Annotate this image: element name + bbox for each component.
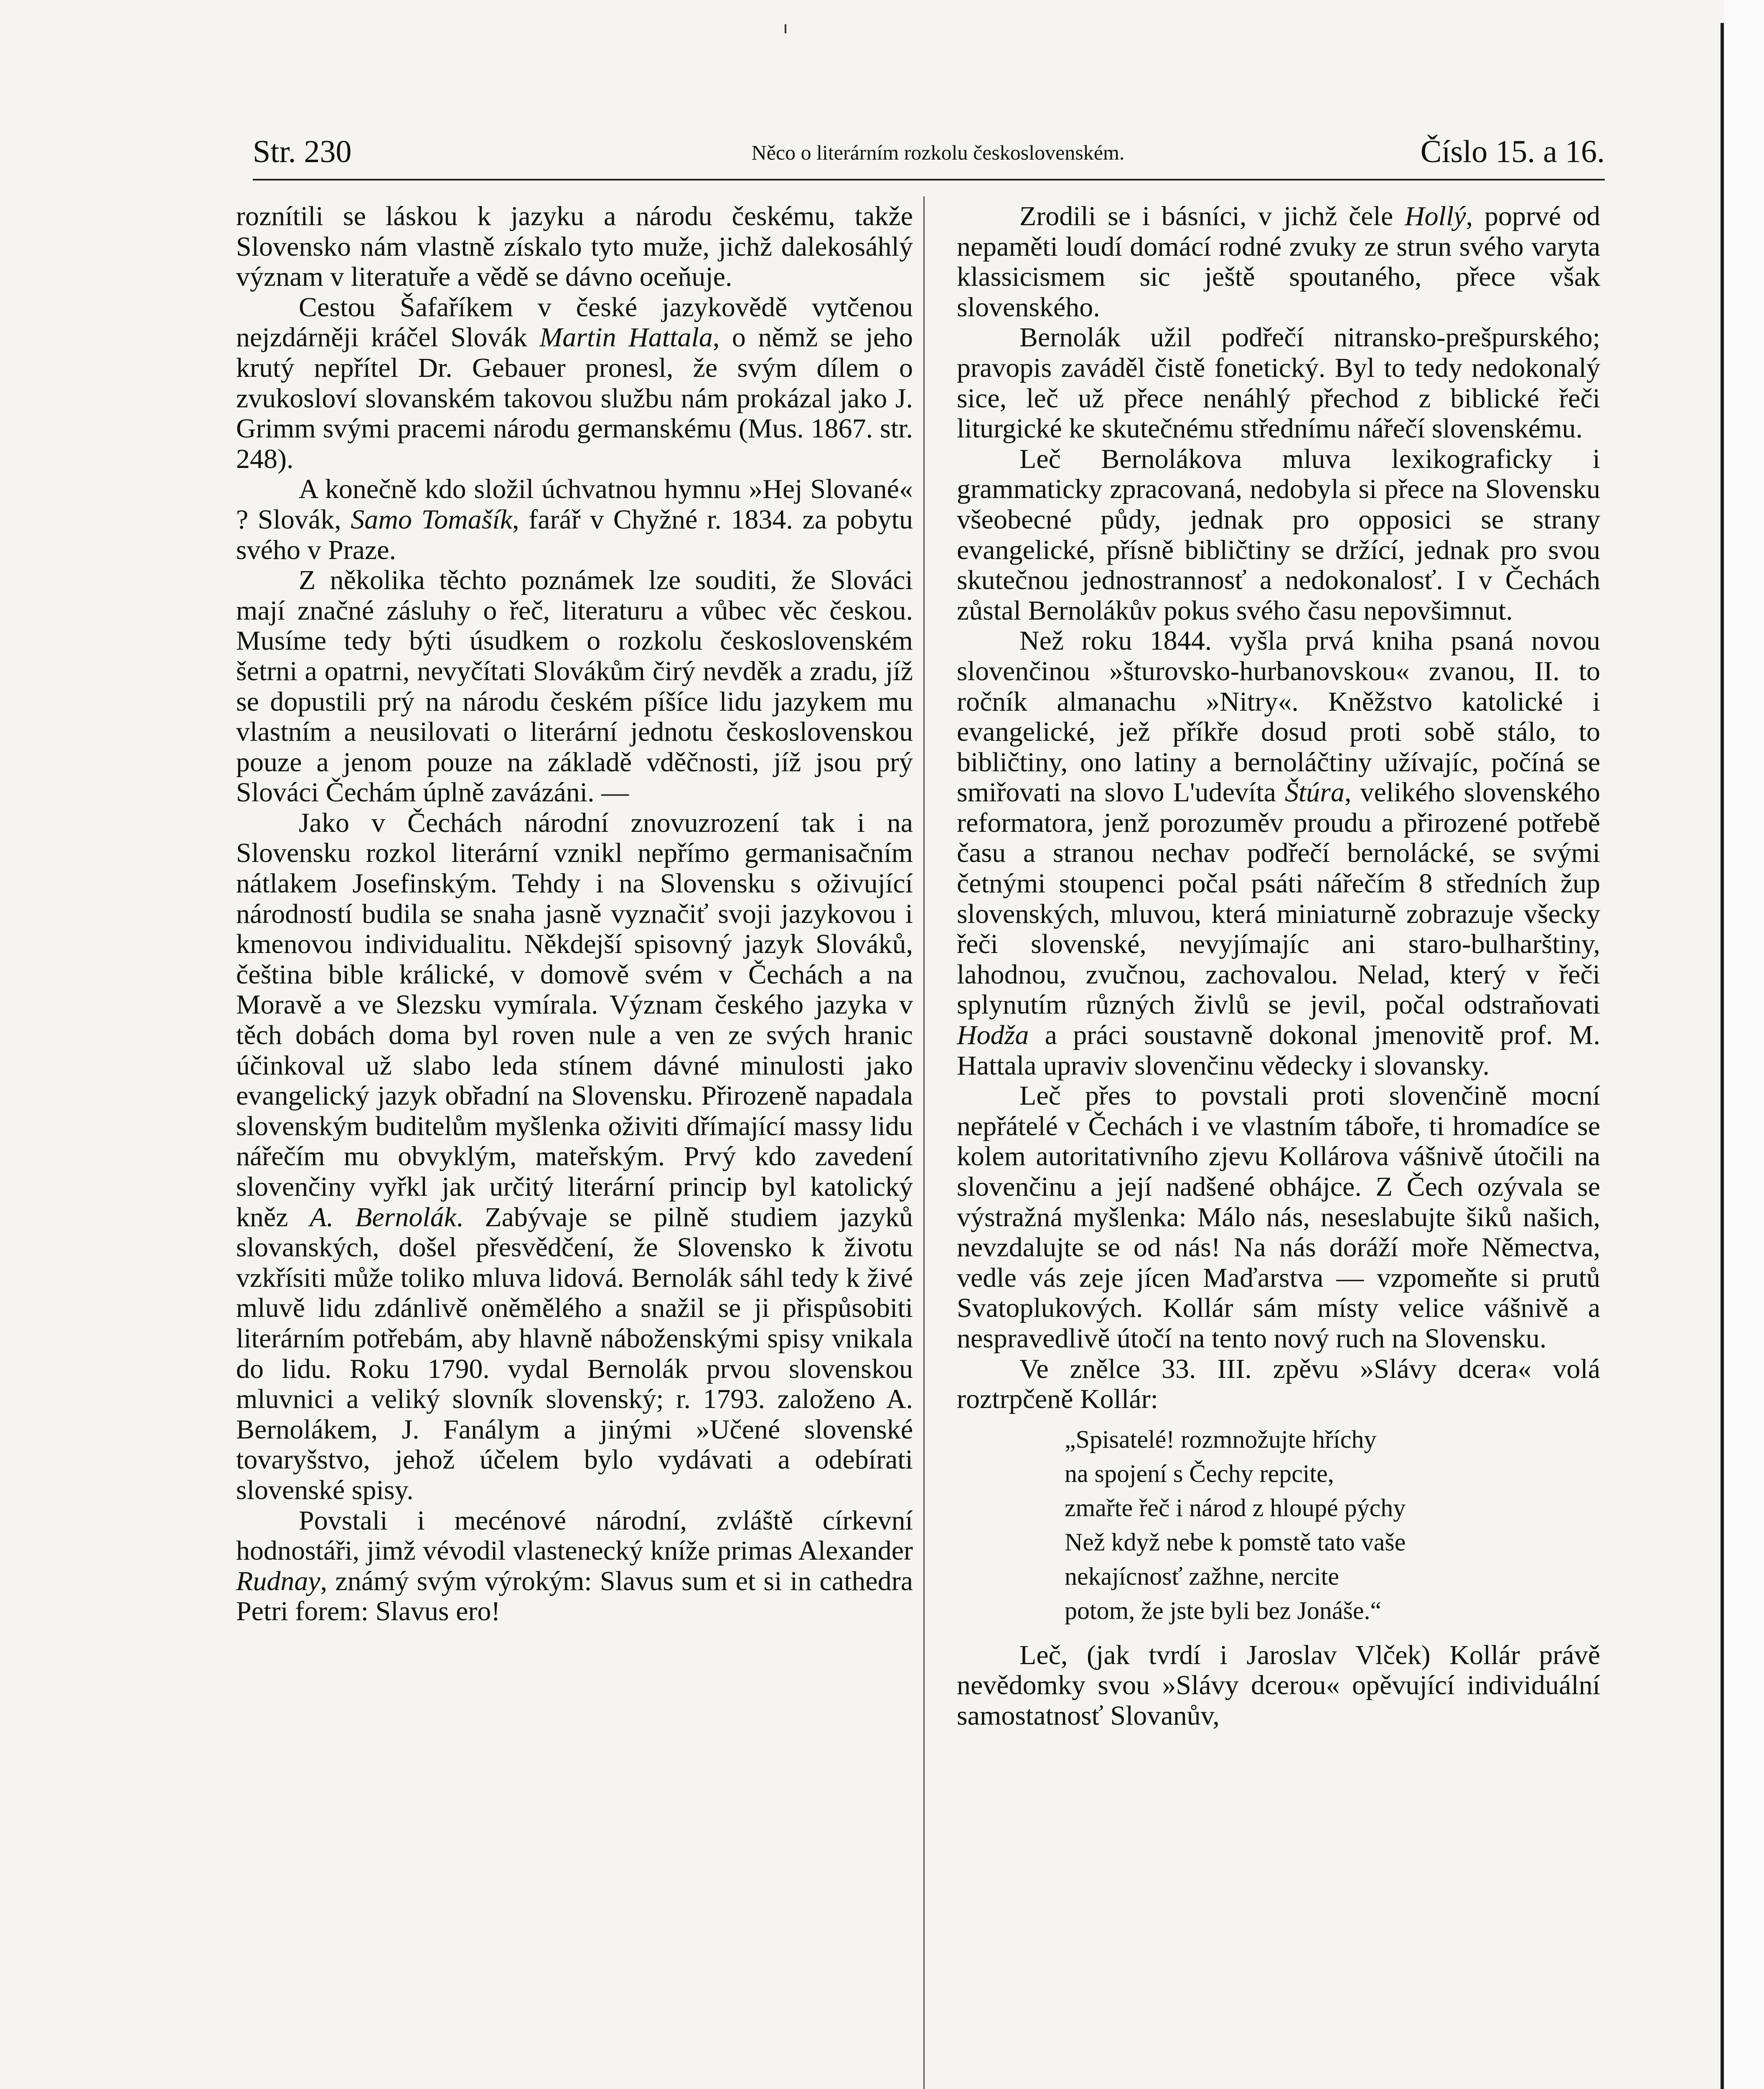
paragraph: roznítili se láskou k jazyku a národu českému, takže Slovensko nám vlastně získalo tyto muže, jichž dalekosáhlý význam v literatuře a vědě se dávno oceňuje. — [236, 201, 913, 292]
paragraph: Cestou Šafaříkem v české jazykovědě vytčenou nejzdárněji kráčel Slovák Martin Hattala, o němž se jeho krutý nepřítel Dr. Gebauer pronesl, že svým dílem o zvukosloví slovanském takovou službu nám prokázal jako J. Grimm svými pracemi národu germanskému (Mus. 1867. str. 248). — [236, 292, 913, 474]
issue-number: Číslo 15. a 16. — [1420, 134, 1605, 169]
right-column — [957, 201, 1600, 1731]
paragraph: Z několika těchto poznámek lze souditi, že Slováci mají značné zásluhy o řeč, literaturu a vůbec věc českou. Musíme tedy býti úsudkem o rozkolu československém šetrni a opatrni, nevyčítati Slovákům čirý nevděk a zradu, jíž se dopustili prý na národu českém píšíce lidu jazykem mu vlastním a neusilovati o literární jednotu československou pouze a jenom pouze na základě vděčnosti, jíž jsou prý Slováci Čechám úplně zavázáni. — — [236, 565, 913, 808]
person-name: Martin Hattala — [539, 322, 713, 353]
poem-line: „Spisatelé! rozmnožujte hříchy — [1065, 1425, 1377, 1453]
scan-margin — [1724, 0, 1764, 2089]
paragraph: Leč Bernolákova mluva lexikograficky i grammaticky zpracovaná, nedobyla si přece na Slovensku všeobecné půdy, jednak pro opposici se strany evangelické, přísně bibličtiny se držící, jednak pro svou skutečnou jednostrannosť a nedokonalosť. I v Čechách zůstal Bernolákův pokus svého času nepovšimnut. — [957, 443, 1600, 626]
header-rule — [253, 179, 1605, 180]
person-name: Štúra — [1284, 777, 1345, 808]
paragraph: Než roku 1844. vyšla prvá kniha psaná novou slovenčinou »šturovsko-hurbanovskou« zvanou, II. to ročník almanachu »Nitry«. Kněžstvo katolické i evangelické, jež příkře dosud proti sobě stálo, to bibličtiny, ono latiny a bernoláčtiny užívajíc, počíná se smiřovati na slovo L'udevíta Štúra, velikého slovenského reformatora, jenž porozuměv proudu a přirozené potřebě času a stranou nechav podřečí bernolácké, se svými četnými stoupenci počal psáti nářečím 8 středních žup slovenských, mluvou, která miniaturně zobrazuje všecky řeči slovenské, nevyjímajíc ani staro-bulharštiny, lahodnou, zvučnou, zachovalou. Nelad, který v řeči splynutím různých živlů se jevil, počal odstraňovati Hodža a práci soustavně dokonal jmenovitě prof. M. Hattala upraviv slovenčinu vědecky i slovansky. — [957, 625, 1600, 1081]
page-number: Str. 230 — [253, 134, 352, 169]
person-name: A. Bernolák — [310, 1202, 456, 1233]
person-name: Hodža — [957, 1020, 1029, 1051]
person-name: Rudnay — [236, 1565, 320, 1596]
scan-edge — [1721, 23, 1724, 2089]
person-name: Samo Tomašík — [351, 504, 513, 535]
column-separator — [923, 196, 925, 2089]
person-name: Hollý — [1405, 201, 1466, 231]
paragraph: Bernolák užil podřečí nitransko-prešpurského; pravopis zaváděl čistě fonetický. Byl to tedy nedokonalý sice, leč už přece nenáhlý přechod z biblické řeči liturgické ke skutečnému střednímu nářečí slovenskému. — [957, 322, 1600, 444]
paragraph: Leč, (jak tvrdí i Jaroslav Vlček) Kollár právě nevědomky svou »Slávy dcerou« opěvující individuální samostatnosť Slovanův, — [957, 1639, 1600, 1731]
running-title: Něco o literárním rozkolu československém. — [751, 141, 1125, 164]
page-header — [253, 133, 1605, 170]
paragraph: Ve znělce 33. III. zpěvu »Slávy dcera« volá roztrpčeně Kollár: — [957, 1353, 1600, 1415]
paragraph: Povstali i mecénové národní, zvláště církevní hodnostáři, jimž vévodil vlastenecký kníže primas Alexander Rudnay, známý svým výrokým: Slavus sum et si in cathedra Petri forem: Slavus ero! — [236, 1505, 913, 1627]
paragraph: Leč přes to povstali proti slovenčině mocní nepřátelé v Čechách i ve vlastním táboře, ti hromadíce se kolem autoritativního zjevu Kollárova vášnivě útočili na slovenčinu a její nadšené obhájce. Z Čech ozývala se výstražná myšlenka: Málo nás, neseslabujte šiků našich, nevzdalujte se od nás! Na nás doráží moře Němectva, vedle vás zeje jícen Maďarstva — vzpomeňte si prutů Svatoplukových. Kollár sám místy velice vášnivě a nespravedlivě útočí na tento nový ruch na Slovensku. — [957, 1080, 1600, 1354]
poem-line: na spojení s Čechy repcite, — [1065, 1459, 1334, 1487]
paragraph: Jako v Čechách národní znovuzrození tak i na Slovensku rozkol literární vznikl nepřímo germanisačním nátlakem Josefinským. Tehdy i na Slovensku s oživující národností budila se snaha jasně vyznačiť svoji jazykovou i kmenovou individualitu. Někdejší spisovný jazyk Slováků, čeština bible králické, v domově svém v Čechách a na Moravě a ve Slezsku vymírala. Význam českého jazyka v těch dobách doma byl roven nule a ven ze svých hranic účinkoval už slabo leda stínem dávné minulosti jako evangelický jazyk obřadní na Slovensku. Přirozeně napadala slovenským buditelům myšlenka oživiti dřímající massy lidu nářečím mu obvyklým, mateřským. Prvý kdo zavedení slovenčiny vyřkl jak určitý literární princip byl katolický kněz A. Bernolák. Zabývaje se pilně studiem jazyků slovanských, došel přesvědčení, že Slovensko k životu vzkřísiti může toliko mluva lidová. Bernolák sáhl tedy k živé mluvě lidu zdánlivě oněmělého a snažil se ji přispůsobiti literárním potřebám, aby hlavně náboženskými spisy vnikala do lidu. Roku 1790. vydal Bernolák prvou slovenskou mluvnici a veliký slovník slovenský; r. 1793. založeno A. Bernolákem, J. Fanálym a jinými »Učené slovenské tovaryšstvo, jehož účelem bylo vydávati a odebírati slovenské spisy. — [236, 807, 913, 1505]
poem-line: nekajícnosť zažhne, nercite — [1065, 1562, 1339, 1590]
poem-line: potom, že jste byli bez Jonáše.“ — [1065, 1596, 1382, 1624]
left-column — [236, 201, 913, 1627]
poem-line: Než když nebe k pomstě tato vaše — [1065, 1528, 1406, 1556]
paragraph: Zrodili se i básníci, v jichž čele Hollý, poprvé od nepaměti loudí domácí rodné zvuky ze strun svého varyta klassicismem sic ještě spoutaného, přece však slovenského. — [957, 201, 1600, 323]
poem-quote — [1065, 1422, 1600, 1628]
poem-line: zmařte řeč i národ z hloupé pýchy — [1065, 1494, 1406, 1522]
scan-mark — [785, 24, 786, 33]
paragraph: A konečně kdo složil úchvatnou hymnu »Hej Slované« ? Slovák, Samo Tomašík, farář v Chyžné r. 1834. za pobytu svého v Praze. — [236, 474, 913, 565]
